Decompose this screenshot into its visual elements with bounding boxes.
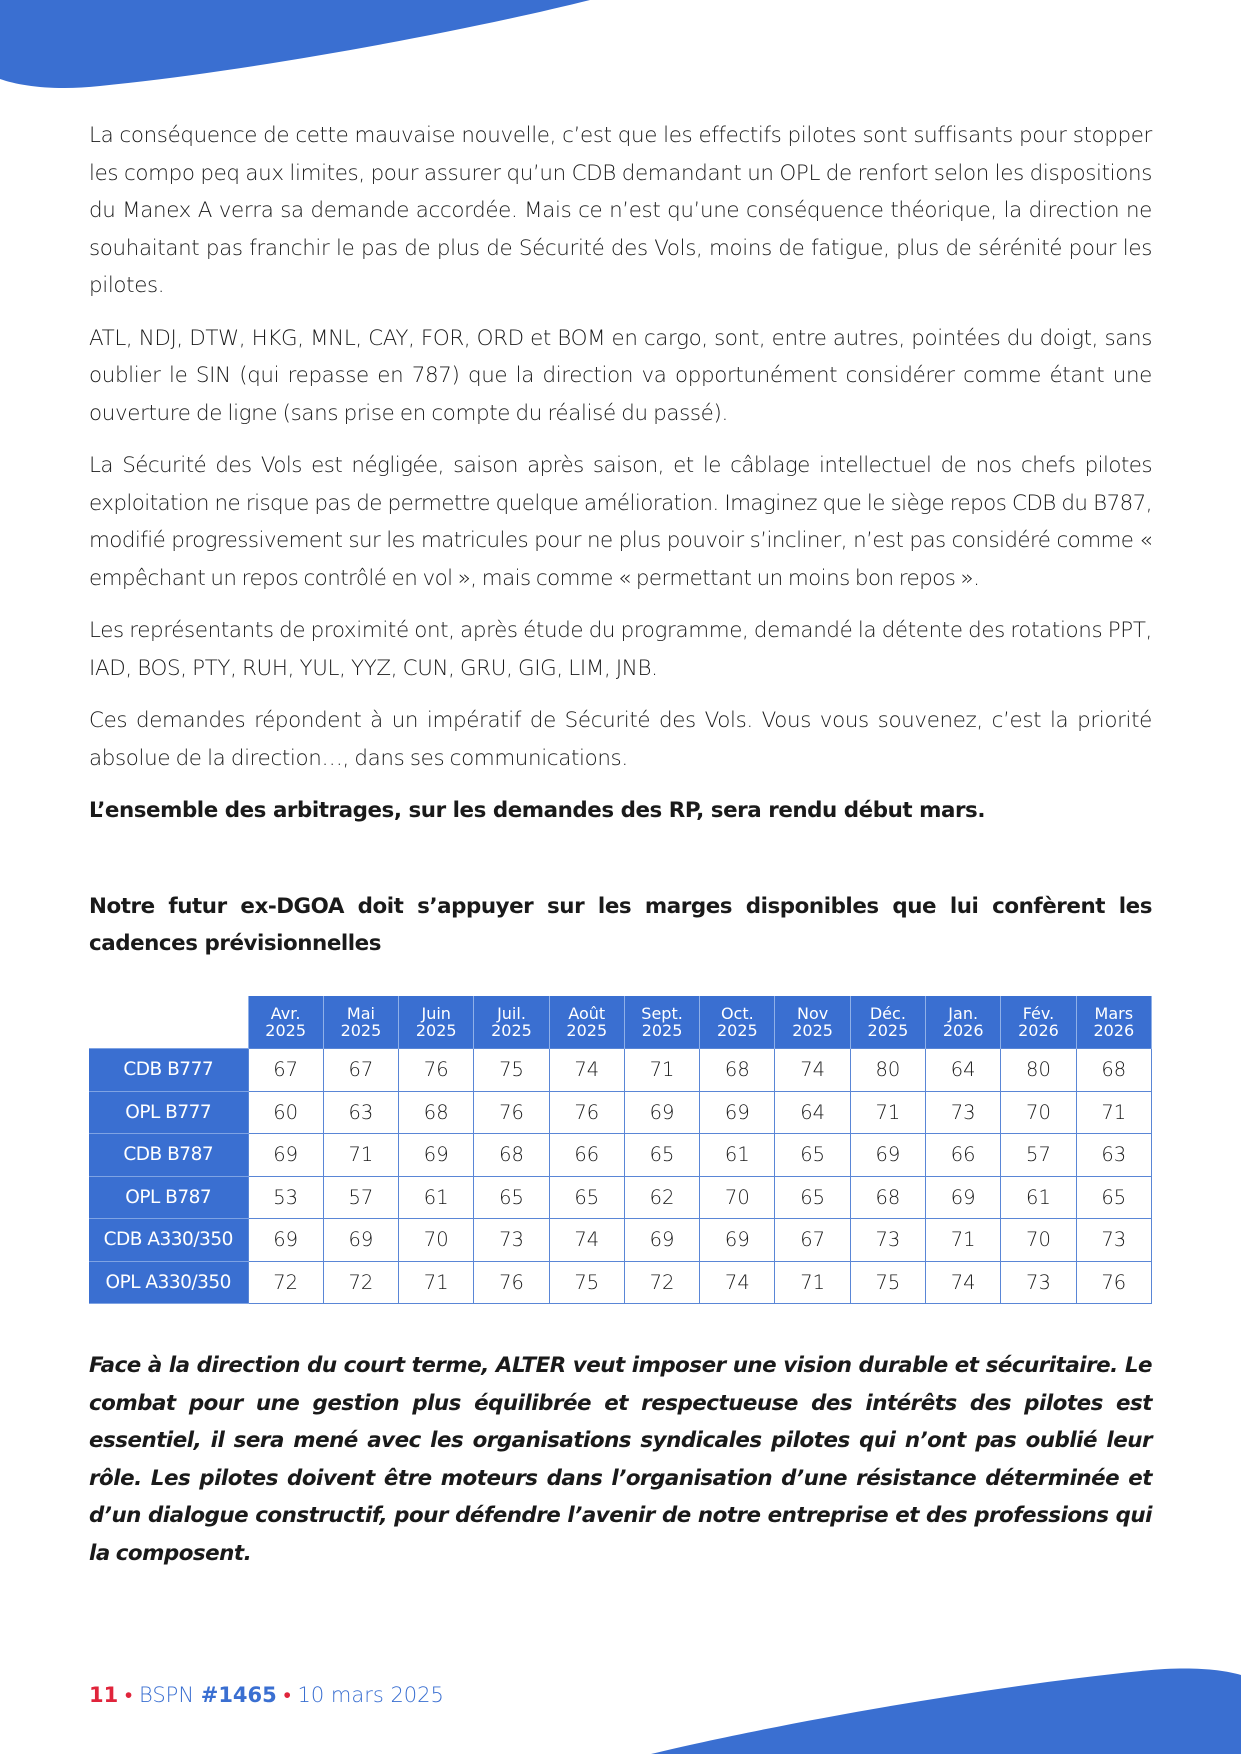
month-header [1076,996,1151,1049]
table-cell: 76 [474,1261,549,1304]
table-row [89,1219,1152,1262]
table-cell: 68 [1076,1049,1151,1092]
table-row [89,1176,1152,1219]
table-cell: 73 [474,1219,549,1262]
month-header [926,996,1001,1049]
paragraph-3: La Sécurité des Vols est négligée, saison après saison, et le câblage intellectuel de nos chefs pilotes exploitation ne risque pas de permettre quelque amélioration. Imaginez que le siège repos CDB du B787, modifié progressivement sur les matricules pour ne plus pouvoir s’incliner, n’est pas considéré comme « empêchant un repos contrôlé en vol », mais comme « permettant un moins bon repos ». [89,453,1152,591]
table-cell: 65 [549,1176,624,1219]
month-label: Mai [346,1004,375,1023]
table-cell: 73 [1001,1261,1076,1304]
table-cell: 69 [248,1219,323,1262]
table-cell: 57 [1001,1134,1076,1177]
month-header [248,996,323,1049]
year-label: 2025 [867,1021,909,1040]
table-cell: 66 [926,1134,1001,1177]
month-label: Jan. [948,1004,979,1023]
table-cell: 67 [248,1049,323,1092]
table-cell: 63 [1076,1134,1151,1177]
table-cell: 64 [926,1049,1001,1092]
table-cell: 68 [700,1049,775,1092]
table-body [89,1049,1152,1304]
table-cell: 70 [1001,1219,1076,1262]
conclusion-paragraph: Face à la direction du court terme, ALTER veut imposer une vision durable et sécuritaire. Le combat pour une gestion plus équilibrée et respectueuse des intérêts des pilotes est essentiel, il sera mené avec les organisations syndicales pilotes qui n’ont pas oublié leur rôle. Les pilotes doivent être moteurs dans l’organisation d’une résistance déterminée et d’un dialogue constructif, pour défendre l’avenir de notre entreprise et des professions qui la composent. [89,1353,1152,1566]
month-header [850,996,925,1049]
table-cell: 61 [1001,1176,1076,1219]
table-cell: 80 [850,1049,925,1092]
table-cell: 70 [399,1219,474,1262]
year-label: 2025 [415,1021,457,1040]
year-label: 2025 [491,1021,532,1040]
year-label: 2026 [942,1021,984,1040]
year-label: 2025 [716,1021,758,1040]
table-cell: 73 [1076,1219,1151,1262]
table-cell: 69 [700,1219,775,1262]
month-header [323,996,398,1049]
table-row [89,1134,1152,1177]
paragraph-2: ATL, NDJ, DTW, HKG, MNL, CAY, FOR, ORD et BOM en cargo, sont, entre autres, pointées du doigt, sans oublier le SIN (qui repasse en 787) que la direction va opportunément considérer comme étant une ouverture de ligne (sans prise en compte du réalisé du passé). [89,325,1152,426]
row-label: OPL A330/350 [89,1261,248,1304]
month-header [399,996,474,1049]
table-cell: 62 [624,1176,699,1219]
table-cell: 76 [474,1091,549,1134]
table-cell: 69 [399,1134,474,1177]
bottom-wave-decoration [621,1659,1241,1754]
table-cell: 74 [700,1261,775,1304]
table-cell: 75 [549,1261,624,1304]
table-cell: 53 [248,1176,323,1219]
year-label: 2025 [566,1021,608,1040]
table-cell: 69 [926,1176,1001,1219]
month-header [624,996,699,1049]
table-cell: 74 [775,1049,850,1092]
table-cell: 70 [700,1176,775,1219]
year-label: 2025 [641,1021,683,1040]
table-cell: 65 [775,1134,850,1177]
month-label: Sept. [641,1004,683,1023]
table-row [89,1049,1152,1092]
table-cell: 63 [323,1091,398,1134]
row-label: CDB B787 [89,1134,248,1177]
table-row [89,1261,1152,1304]
table-cell: 67 [775,1219,850,1262]
month-label: Nov [796,1004,829,1023]
separator-dot: • [276,1683,298,1707]
issue-number: #1465 [200,1683,277,1707]
table-cell: 64 [775,1091,850,1134]
month-header [1001,996,1076,1049]
table-cell: 76 [549,1091,624,1134]
table-cell: 73 [850,1219,925,1262]
table-row [89,1091,1152,1134]
paragraph-4: Les représentants de proximité ont, après étude du programme, demandé la détente des rotations PPT, IAD, BOS, PTY, RUH, YUL, YYZ, CUN, GRU, GIG, LIM, JNB. [89,618,1152,681]
table-cell: 76 [1076,1261,1151,1304]
table-cell: 69 [624,1091,699,1134]
table-cell: 69 [700,1091,775,1134]
month-label: Juin [421,1004,451,1023]
year-label: 2025 [265,1021,306,1040]
table-cell: 71 [850,1091,925,1134]
top-wave-decoration [0,0,620,95]
page-number: 11 [89,1683,119,1707]
table-title: Notre futur ex-DGOA doit s’appuyer sur les marges disponibles que lui confèrent les cadences prévisionnelles [89,893,1152,956]
paragraph-5: Ces demandes répondent à un impératif de Sécurité des Vols. Vous vous souvenez, c’est la priorité absolue de la direction…, dans ses communications. [89,708,1152,771]
table-cell: 71 [926,1219,1001,1262]
year-label: 2026 [1018,1021,1059,1040]
year-label: 2025 [792,1021,833,1040]
table-cell: 57 [323,1176,398,1219]
month-header [549,996,624,1049]
month-label: Fév. [1022,1004,1055,1023]
table-cell: 71 [1076,1091,1151,1134]
table-cell: 66 [549,1134,624,1177]
table-cell: 75 [474,1049,549,1092]
page-footer [89,1680,444,1710]
table-header-row [89,996,1152,1049]
row-label: CDB B777 [89,1049,248,1092]
table-cell: 69 [850,1134,925,1177]
table-cell: 71 [399,1261,474,1304]
table-cell: 68 [474,1134,549,1177]
table-cell: 60 [248,1091,323,1134]
table-cell: 71 [624,1049,699,1092]
table-cell: 65 [775,1176,850,1219]
table-cell: 65 [1076,1176,1151,1219]
month-header [775,996,850,1049]
table-cell: 61 [700,1134,775,1177]
separator-dot: • [118,1683,139,1707]
row-label: OPL B787 [89,1176,248,1219]
month-label: Mars [1094,1004,1134,1023]
year-label: 2025 [340,1021,382,1040]
table-cell: 80 [1001,1049,1076,1092]
table-cell: 75 [850,1261,925,1304]
staffing-table [89,996,1152,1304]
month-header [700,996,775,1049]
publication-date: 10 mars 2025 [297,1683,444,1707]
table-cell: 69 [248,1134,323,1177]
table-cell: 68 [399,1091,474,1134]
publication-name: BSPN [138,1683,195,1707]
year-label: 2026 [1093,1021,1135,1040]
table-cell: 74 [549,1049,624,1092]
table-cell: 61 [399,1176,474,1219]
table-cell: 69 [624,1219,699,1262]
row-label: OPL B777 [89,1091,248,1134]
table-cell: 65 [474,1176,549,1219]
body-text [89,117,1152,963]
paragraph-1: La conséquence de cette mauvaise nouvelle, c’est que les effectifs pilotes sont suffisants pour stopper les compo peq aux limites, pour assurer qu’un CDB demandant un OPL de renfort selon les dispositions du Manex A verra sa demande accordée. Mais ce n’est qu’une conséquence théorique, la direction ne souhaitant pas franchir le pas de plus de Sécurité des Vols, moins de fatigue, plus de sérénité pour les pilotes. [89,123,1152,298]
table-cell: 72 [624,1261,699,1304]
month-label: Avr. [270,1004,301,1023]
staffing-table-container [89,996,1152,1304]
table-cell: 69 [323,1219,398,1262]
table-cell: 72 [323,1261,398,1304]
table-cell: 74 [549,1219,624,1262]
table-corner [89,996,248,1049]
table-cell: 65 [624,1134,699,1177]
table-cell: 76 [399,1049,474,1092]
row-label: CDB A330/350 [89,1219,248,1262]
month-label: Juil. [497,1004,526,1023]
month-label: Août [568,1004,606,1023]
month-header [474,996,549,1049]
table-cell: 71 [323,1134,398,1177]
month-label: Oct. [720,1004,754,1023]
table-cell: 73 [926,1091,1001,1134]
bold-statement: L’ensemble des arbitrages, sur les demandes des RP, sera rendu début mars. [89,798,985,823]
table-cell: 71 [775,1261,850,1304]
table-cell: 68 [850,1176,925,1219]
month-label: Déc. [869,1004,906,1023]
table-cell: 70 [1001,1091,1076,1134]
table-cell: 67 [323,1049,398,1092]
table-cell: 72 [248,1261,323,1304]
table-cell: 74 [926,1261,1001,1304]
